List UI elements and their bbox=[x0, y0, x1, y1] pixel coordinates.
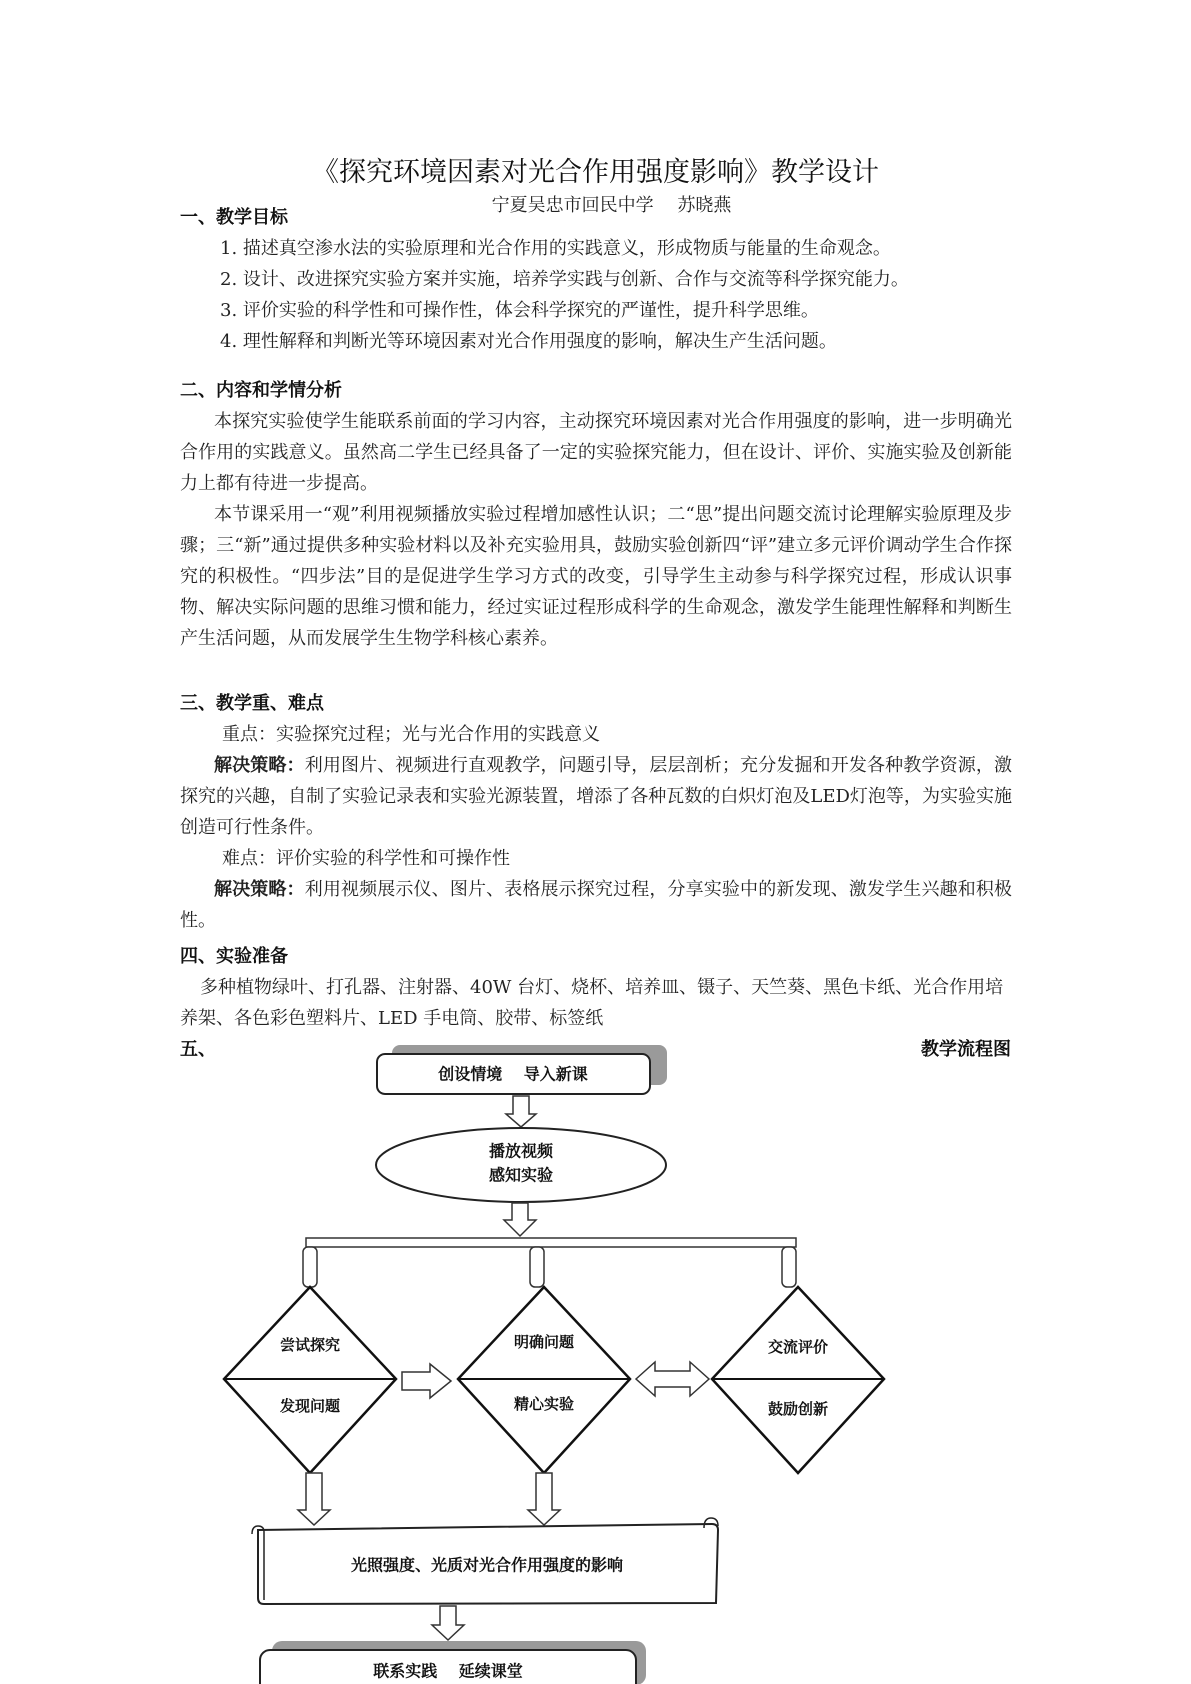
goal-item: 4. 理性解释和判断光等环境因素对光合作用强度的影响，解决生产生活问题。 bbox=[220, 331, 837, 352]
section-heading: 一、教学目标 bbox=[180, 207, 288, 228]
diamond3-top-text: 交流评价 bbox=[767, 1338, 829, 1356]
branch-connector bbox=[530, 1247, 544, 1287]
analysis-paragraph: 本节课采用一“观”利用视频播放实验过程增加感性认识；二“思”提出问题交流讨论理解实验原理及步骤；三“新”通过提供多种实验材料以及补充实验用具，鼓励实验创新四“评”建立多元评价调动学生合作探究的积极性。“四步法”目的是促进学生学习方式的改变，引导学生主动参与科学探究过程，形成认识事物、解决实际问题的思维习惯和能力，经过实证过程形成科学的生命观念，激发学生能理性解释和判断生产生活问题，从而发展学生生物学科核心素养。 bbox=[180, 504, 1012, 649]
double-arrow bbox=[636, 1362, 709, 1396]
section-heading: 五、 bbox=[180, 1039, 216, 1060]
strategy-text: 利用视频展示仪、图片、表格展示探究过程，分享实验中的新发现、激发学生兴趣和积极性。 bbox=[180, 879, 1013, 931]
difficulty-line: 难点：评价实验的科学性和可操作性 bbox=[222, 848, 510, 869]
strategy-label: 解决策略： bbox=[214, 879, 305, 900]
branch-connector bbox=[303, 1247, 317, 1287]
video-ellipse-line1: 播放视频 bbox=[488, 1141, 554, 1161]
branch-connector bbox=[782, 1247, 796, 1287]
prep-text: 多种植物绿叶、打孔器、注射器、40W 台灯、烧杯、培养皿、镊子、天竺葵、黑色卡纸、光合作用培养架、各色彩色塑料片、LED 手电筒、胶带、标签纸 bbox=[180, 977, 1004, 1029]
diamond3-bottom-text: 鼓励创新 bbox=[767, 1400, 829, 1418]
diamond1-bottom-text: 发现问题 bbox=[279, 1397, 341, 1415]
diamond2-bottom-text: 精心实验 bbox=[513, 1395, 575, 1413]
goal-item: 2. 设计、改进探究实验方案并实施，培养学实践与创新、合作与交流等科学探究能力。 bbox=[220, 269, 909, 290]
flowchart-heading: 教学流程图 bbox=[921, 1039, 1011, 1060]
diamond2-top-text: 明确问题 bbox=[513, 1333, 575, 1351]
branch-bar bbox=[306, 1238, 796, 1247]
diamond1-top-text: 尝试探究 bbox=[279, 1336, 341, 1354]
scroll-banner-text: 光照强度、光质对光合作用强度的影响 bbox=[350, 1555, 624, 1575]
strategy-label: 解决策略： bbox=[214, 755, 305, 776]
right-arrow bbox=[402, 1364, 451, 1398]
focus-line: 重点：实验探究过程；光与光合作用的实践意义 bbox=[222, 724, 600, 745]
down-arrow bbox=[298, 1473, 330, 1525]
down-arrow bbox=[528, 1473, 560, 1525]
goal-item: 3. 评价实验的科学性和可操作性，体会科学探究的严谨性，提升科学思维。 bbox=[220, 300, 819, 321]
section-heading: 四、实验准备 bbox=[180, 946, 288, 967]
down-arrow bbox=[432, 1606, 464, 1640]
section-heading: 三、教学重、难点 bbox=[180, 693, 324, 714]
analysis-paragraph: 本探究实验使学生能联系前面的学习内容，主动探究环境因素对光合作用强度的影响，进一步明确光合作用的实践意义。虽然高二学生已经具备了一定的实验探究能力，但在设计、评价、实施实验及创新能力上都有待进一步提高。 bbox=[180, 411, 1012, 494]
section-heading: 二、内容和学情分析 bbox=[180, 380, 342, 401]
document-title: 《探究环境因素对光合作用强度影响》教学设计 bbox=[312, 157, 879, 188]
down-arrow bbox=[504, 1203, 536, 1236]
start-box-text: 创设情境 导入新课 bbox=[438, 1064, 588, 1084]
author-line: 宁夏吴忠市回民中学 苏晓燕 bbox=[491, 195, 732, 216]
down-arrow bbox=[506, 1096, 536, 1127]
video-ellipse-line2: 感知实验 bbox=[488, 1165, 554, 1185]
goal-item: 1. 描述真空渗水法的实验原理和光合作用的实践意义，形成物质与能量的生命观念。 bbox=[220, 238, 891, 259]
strategy-text: 利用图片、视频进行直观教学，问题引导，层层剖析；充分发掘和开发各种教学资源，激探究的兴趣，自制了实验记录表和实验光源装置，增添了各种瓦数的白炽灯泡及LED灯泡等，为实验实施创造可行性条件。 bbox=[180, 755, 1013, 838]
end-box-text: 联系实践 延续课堂 bbox=[373, 1661, 523, 1681]
